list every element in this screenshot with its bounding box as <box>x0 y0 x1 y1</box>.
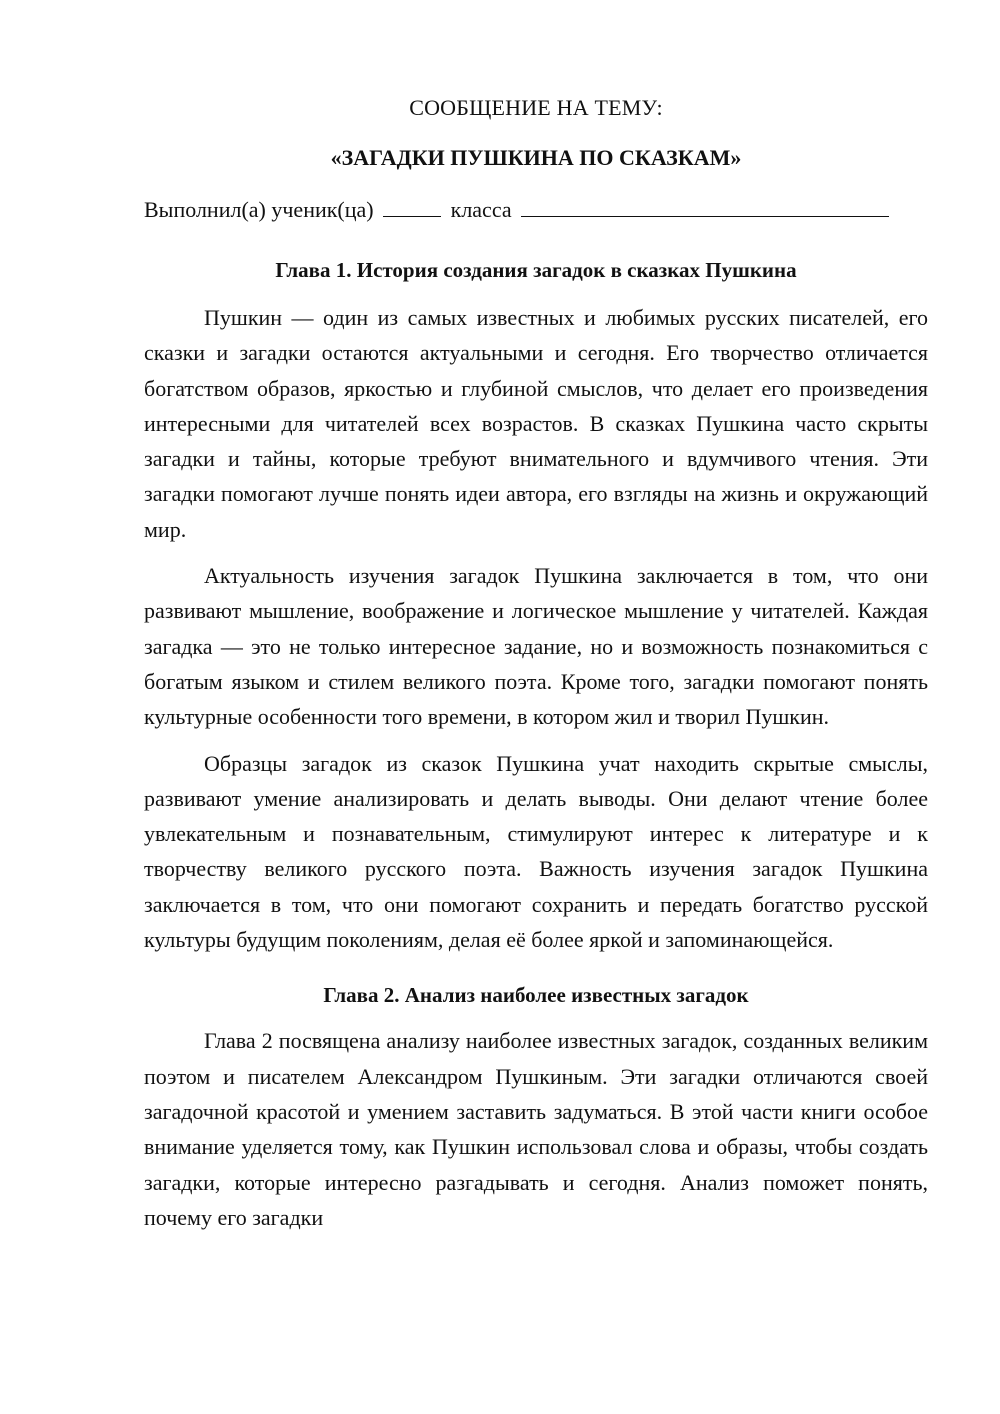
chapter-2-paragraph-1: Глава 2 посвящена анализу наиболее известных загадок, созданных великим поэтом и писателем Александром Пушкиным. Эти загадки отличаются своей загадочной красотой и умением заставить задуматься. В этой части книги особое внимание уделяется тому, как Пушкин использовал слова и образы, чтобы создать загадки, которые интересно разгадывать и сегодня. Анализ поможет понять, почему его загадки <box>144 1028 928 1230</box>
name-blank <box>521 194 889 217</box>
class-number-blank <box>383 194 441 217</box>
author-class-label: класса <box>450 197 512 222</box>
chapter-1-heading: Глава 1. История создания загадок в сказках Пушкина <box>275 258 797 282</box>
document-title-line-2: «ЗАГАДКИ ПУШКИНА ПО СКАЗКАМ» <box>330 145 742 170</box>
document-title-line-1: СООБЩЕНИЕ НА ТЕМУ: <box>409 95 663 120</box>
author-prefix: Выполнил(а) ученик(ца) <box>144 197 374 222</box>
chapter-2-heading: Глава 2. Анализ наиболее известных загадок <box>323 983 749 1008</box>
author-line <box>144 194 928 226</box>
document-page <box>144 92 928 1235</box>
chapter-1-paragraph-3: Образцы загадок из сказок Пушкина учат находить скрытые смыслы, развивают умение анализировать и делать выводы. Они делают чтение более увлекательным и познавательным, стимулируют интерес к литературе и к творчеству великого русского поэта. Важность изучения загадок Пушкина заключается в том, что они помогают сохранить и передать богатство русской культуры будущим поколениям, делая её более яркой и запоминающейся. <box>144 750 928 953</box>
chapter-1-paragraph-1: Пушкин — один из самых известных и любимых русских писателей, его сказки и загадки остаются актуальными и сегодня. Его творчество отличается богатством образов, яркостью и глубиной смыслов, что делает его произведения интересными для читателей всех возрастов. В сказках Пушкина часто скрыты загадки и тайны, которые требуют внимательного и вдумчивого чтения. Эти загадки помогают лучше понять идеи автора, его взгляды на жизнь и окружающий мир. <box>144 305 928 542</box>
chapter-1-paragraph-2: Актуальность изучения загадок Пушкина заключается в том, что они развивают мышление, воображение и логическое мышление у читателей. Каждая загадка — это не только интересное задание, но и возможность познакомиться с богатым языком и стилем великого поэта. Кроме того, загадки помогают понять культурные особенности того времени, в котором жил и творил Пушкин. <box>144 563 928 730</box>
